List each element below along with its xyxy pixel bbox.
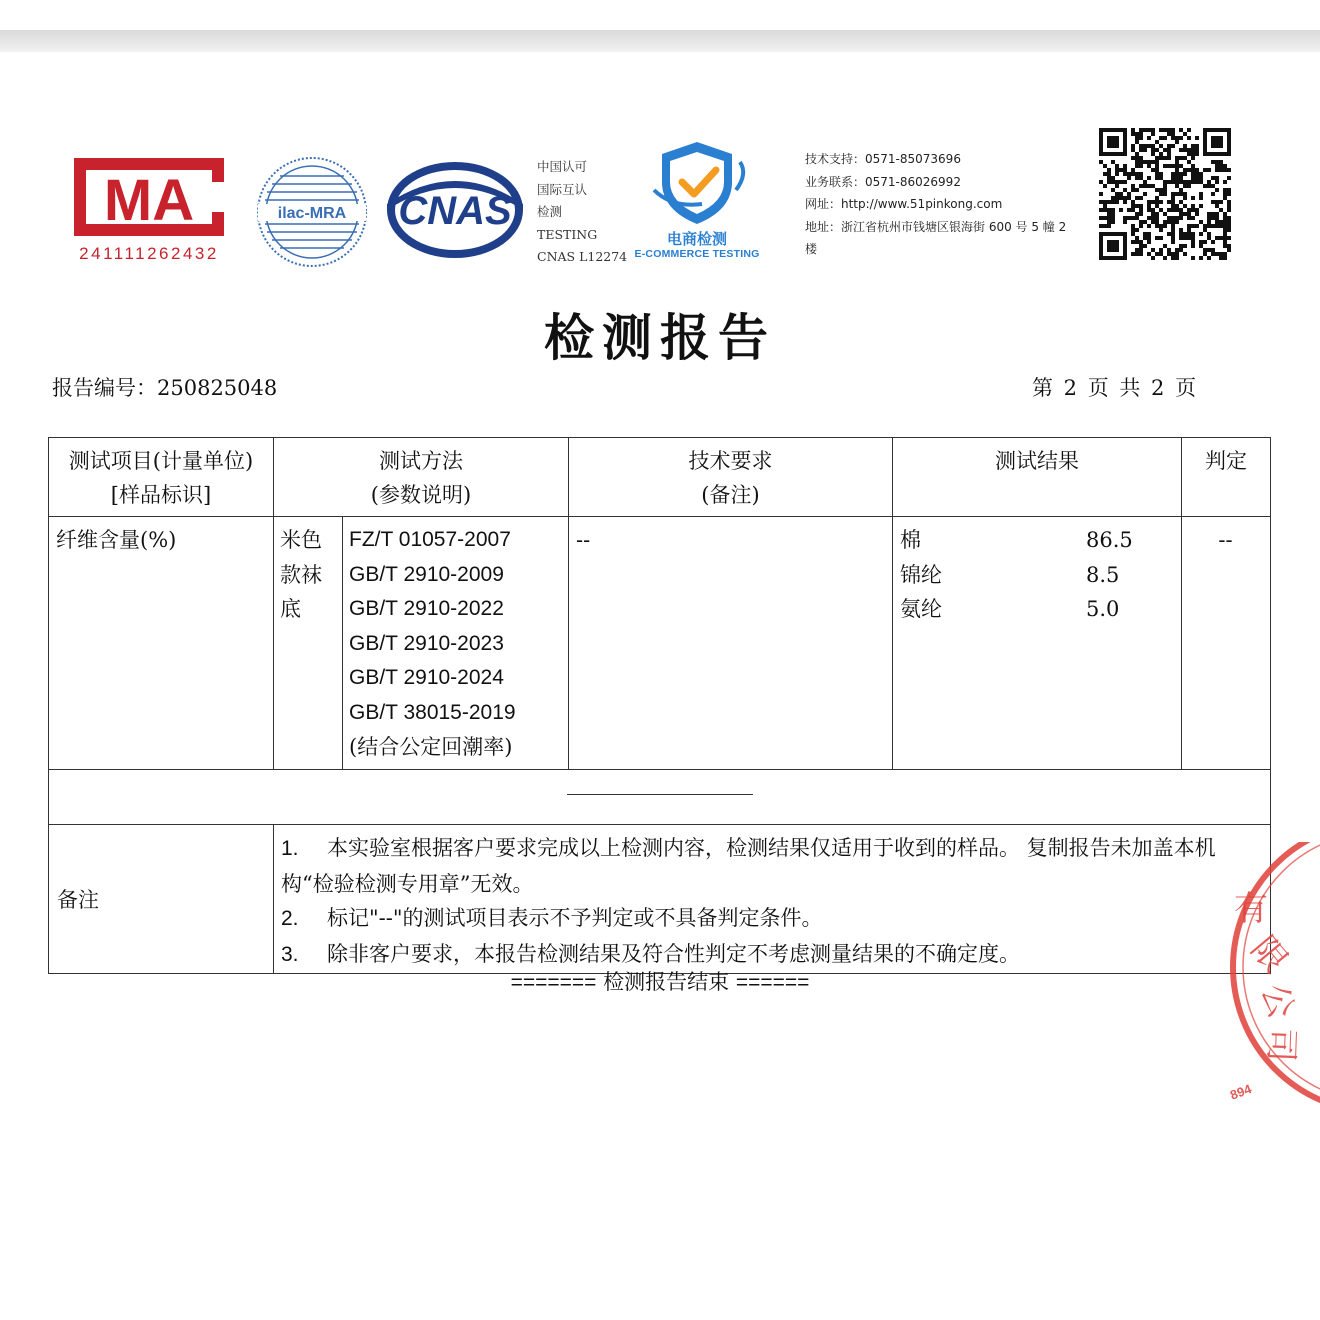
note-number: 2. <box>281 907 299 930</box>
qr-code <box>1099 128 1231 260</box>
result-item <box>900 592 1173 627</box>
test-item-cell <box>49 517 274 770</box>
separator-row <box>49 770 1271 825</box>
ecommerce-label-cn: 电商检测 <box>666 230 727 248</box>
sample-id <box>274 517 343 769</box>
cnas-line: 国际互认 <box>537 181 588 197</box>
stamp-digits: 894 <box>1228 1081 1254 1103</box>
business-line: 业务联系：0571-86026992 <box>805 174 961 189</box>
judgement-text: -- <box>1218 528 1233 552</box>
result-item <box>900 558 1173 593</box>
report-end-line <box>0 966 1320 996</box>
fiber-value: 86.5 <box>1086 528 1133 552</box>
header-test-method <box>274 438 569 517</box>
page-indicator: 第 2 页 共 2 页 <box>1032 376 1197 400</box>
note-number: 3. <box>281 942 299 966</box>
stamp-char: 限 <box>1242 929 1296 981</box>
svg-text:有 <box>1234 889 1268 929</box>
report-table <box>48 437 1271 974</box>
fiber-name: 棉 <box>900 528 921 552</box>
header-test-item-line2: [样品标识] <box>110 483 212 507</box>
ilac-logo-text: ilac-MRA <box>277 205 347 222</box>
end-text: 检测报告结束 <box>596 970 736 994</box>
ecommerce-label-en: E-COMMERCE TESTING <box>634 248 760 260</box>
address-line: 地址：浙江省杭州市钱塘区银海街 600 号 5 幢 2 楼 <box>805 219 1067 256</box>
header-requirement-line2: (备注) <box>701 483 760 507</box>
notes-label: 备注 <box>57 888 99 912</box>
header-judgement <box>1182 438 1271 517</box>
stamp-char: 有 <box>1234 889 1268 929</box>
header-test-method-line2: (参数说明) <box>370 483 472 507</box>
sample-line: 款袜 <box>280 562 322 587</box>
notes-row <box>49 825 1271 974</box>
report-title: 检测报告 <box>544 308 776 367</box>
notes-label-cell <box>49 825 274 974</box>
standards-note: (结合公定回潮率) <box>349 735 513 759</box>
standard-item: GB/T 2910-2023 <box>349 631 504 655</box>
ilac-mra-logo <box>256 156 368 268</box>
note-text: 标记"--"的测试项目表示不予判定或不具备判定条件。 <box>327 906 823 930</box>
header-requirement <box>569 438 893 517</box>
cma-number: 241111262432 <box>79 244 219 263</box>
cnas-line: CNAS L12274 <box>537 249 628 264</box>
sample-line: 底 <box>280 597 301 621</box>
cnas-line: 检测 <box>537 204 563 219</box>
result-cell <box>893 517 1182 770</box>
standard-item: GB/T 38015-2019 <box>349 700 516 724</box>
sample-line: 米色 <box>280 528 322 552</box>
stamp-char: 公 <box>1253 978 1302 1024</box>
cnas-line: 中国认可 <box>537 159 588 174</box>
standard-item: GB/T 2910-2024 <box>349 666 504 689</box>
standard-item: GB/T 2910-2009 <box>349 562 504 586</box>
note-text: 本实验室根据客户要求完成以上检测内容，检测结果仅适用于收到的样品。 复制报告未加盖本机构“检验检测专用章”无效。 <box>281 836 1216 896</box>
requirement-cell <box>569 517 893 770</box>
result-item <box>900 523 1173 558</box>
website-line: 网址：http://www.51pinkong.com <box>805 197 1003 211</box>
fiber-name: 氨纶 <box>900 597 942 621</box>
viewer-top-bar <box>0 30 1320 52</box>
standard-item: GB/T 2910-2022 <box>349 597 504 620</box>
cnas-logo-text: CNAS <box>398 189 512 233</box>
notes-cell <box>274 825 1271 974</box>
note-number: 1. <box>281 837 299 860</box>
contact-info <box>805 148 1080 261</box>
table-header-row <box>49 438 1271 517</box>
note-item <box>281 901 1264 937</box>
header-test-item-line1: 测试项目(计量单位) <box>68 449 254 473</box>
header-result-text: 测试结果 <box>995 449 1079 473</box>
standards-list <box>343 517 516 769</box>
fiber-value: 8.5 <box>1086 562 1120 587</box>
tech-support-line: 技术支持：0571-85073696 <box>805 152 961 166</box>
ecommerce-testing-logo <box>632 138 762 264</box>
cnas-accreditation-text <box>537 156 633 269</box>
report-number: 报告编号：250825048 <box>52 376 278 400</box>
table-row <box>49 517 1271 770</box>
cnas-logo <box>385 160 525 260</box>
end-equals-right: ====== <box>735 971 810 994</box>
judgement-cell <box>1182 517 1271 770</box>
cma-logo <box>66 152 232 268</box>
cma-logo-text: MA <box>103 168 195 233</box>
note-item <box>281 831 1264 901</box>
fiber-value: 5.0 <box>1086 597 1120 621</box>
header-judgement-text: 判定 <box>1205 449 1247 473</box>
stamp-char: 司 <box>1260 1027 1302 1063</box>
test-item-text: 纤维含量(%) <box>56 528 177 552</box>
fiber-name: 锦纶 <box>900 562 942 587</box>
separator-cell <box>49 770 1271 825</box>
header-test-item <box>49 438 274 517</box>
company-seal-stamp <box>1228 842 1320 1120</box>
standard-item: FZ/T 01057-2007 <box>349 528 511 551</box>
header-test-method-line1: 测试方法 <box>379 449 463 473</box>
separator-line <box>567 794 753 795</box>
requirement-text: -- <box>576 528 591 552</box>
header-result <box>893 438 1182 517</box>
test-method-cell <box>274 517 569 770</box>
end-equals-left: ======= <box>510 971 597 994</box>
note-text: 除非客户要求，本报告检测结果及符合性判定不考虑测量结果的不确定度。 <box>327 941 1020 966</box>
cnas-line: TESTING <box>537 226 598 242</box>
header-requirement-line1: 技术要求 <box>688 449 773 473</box>
